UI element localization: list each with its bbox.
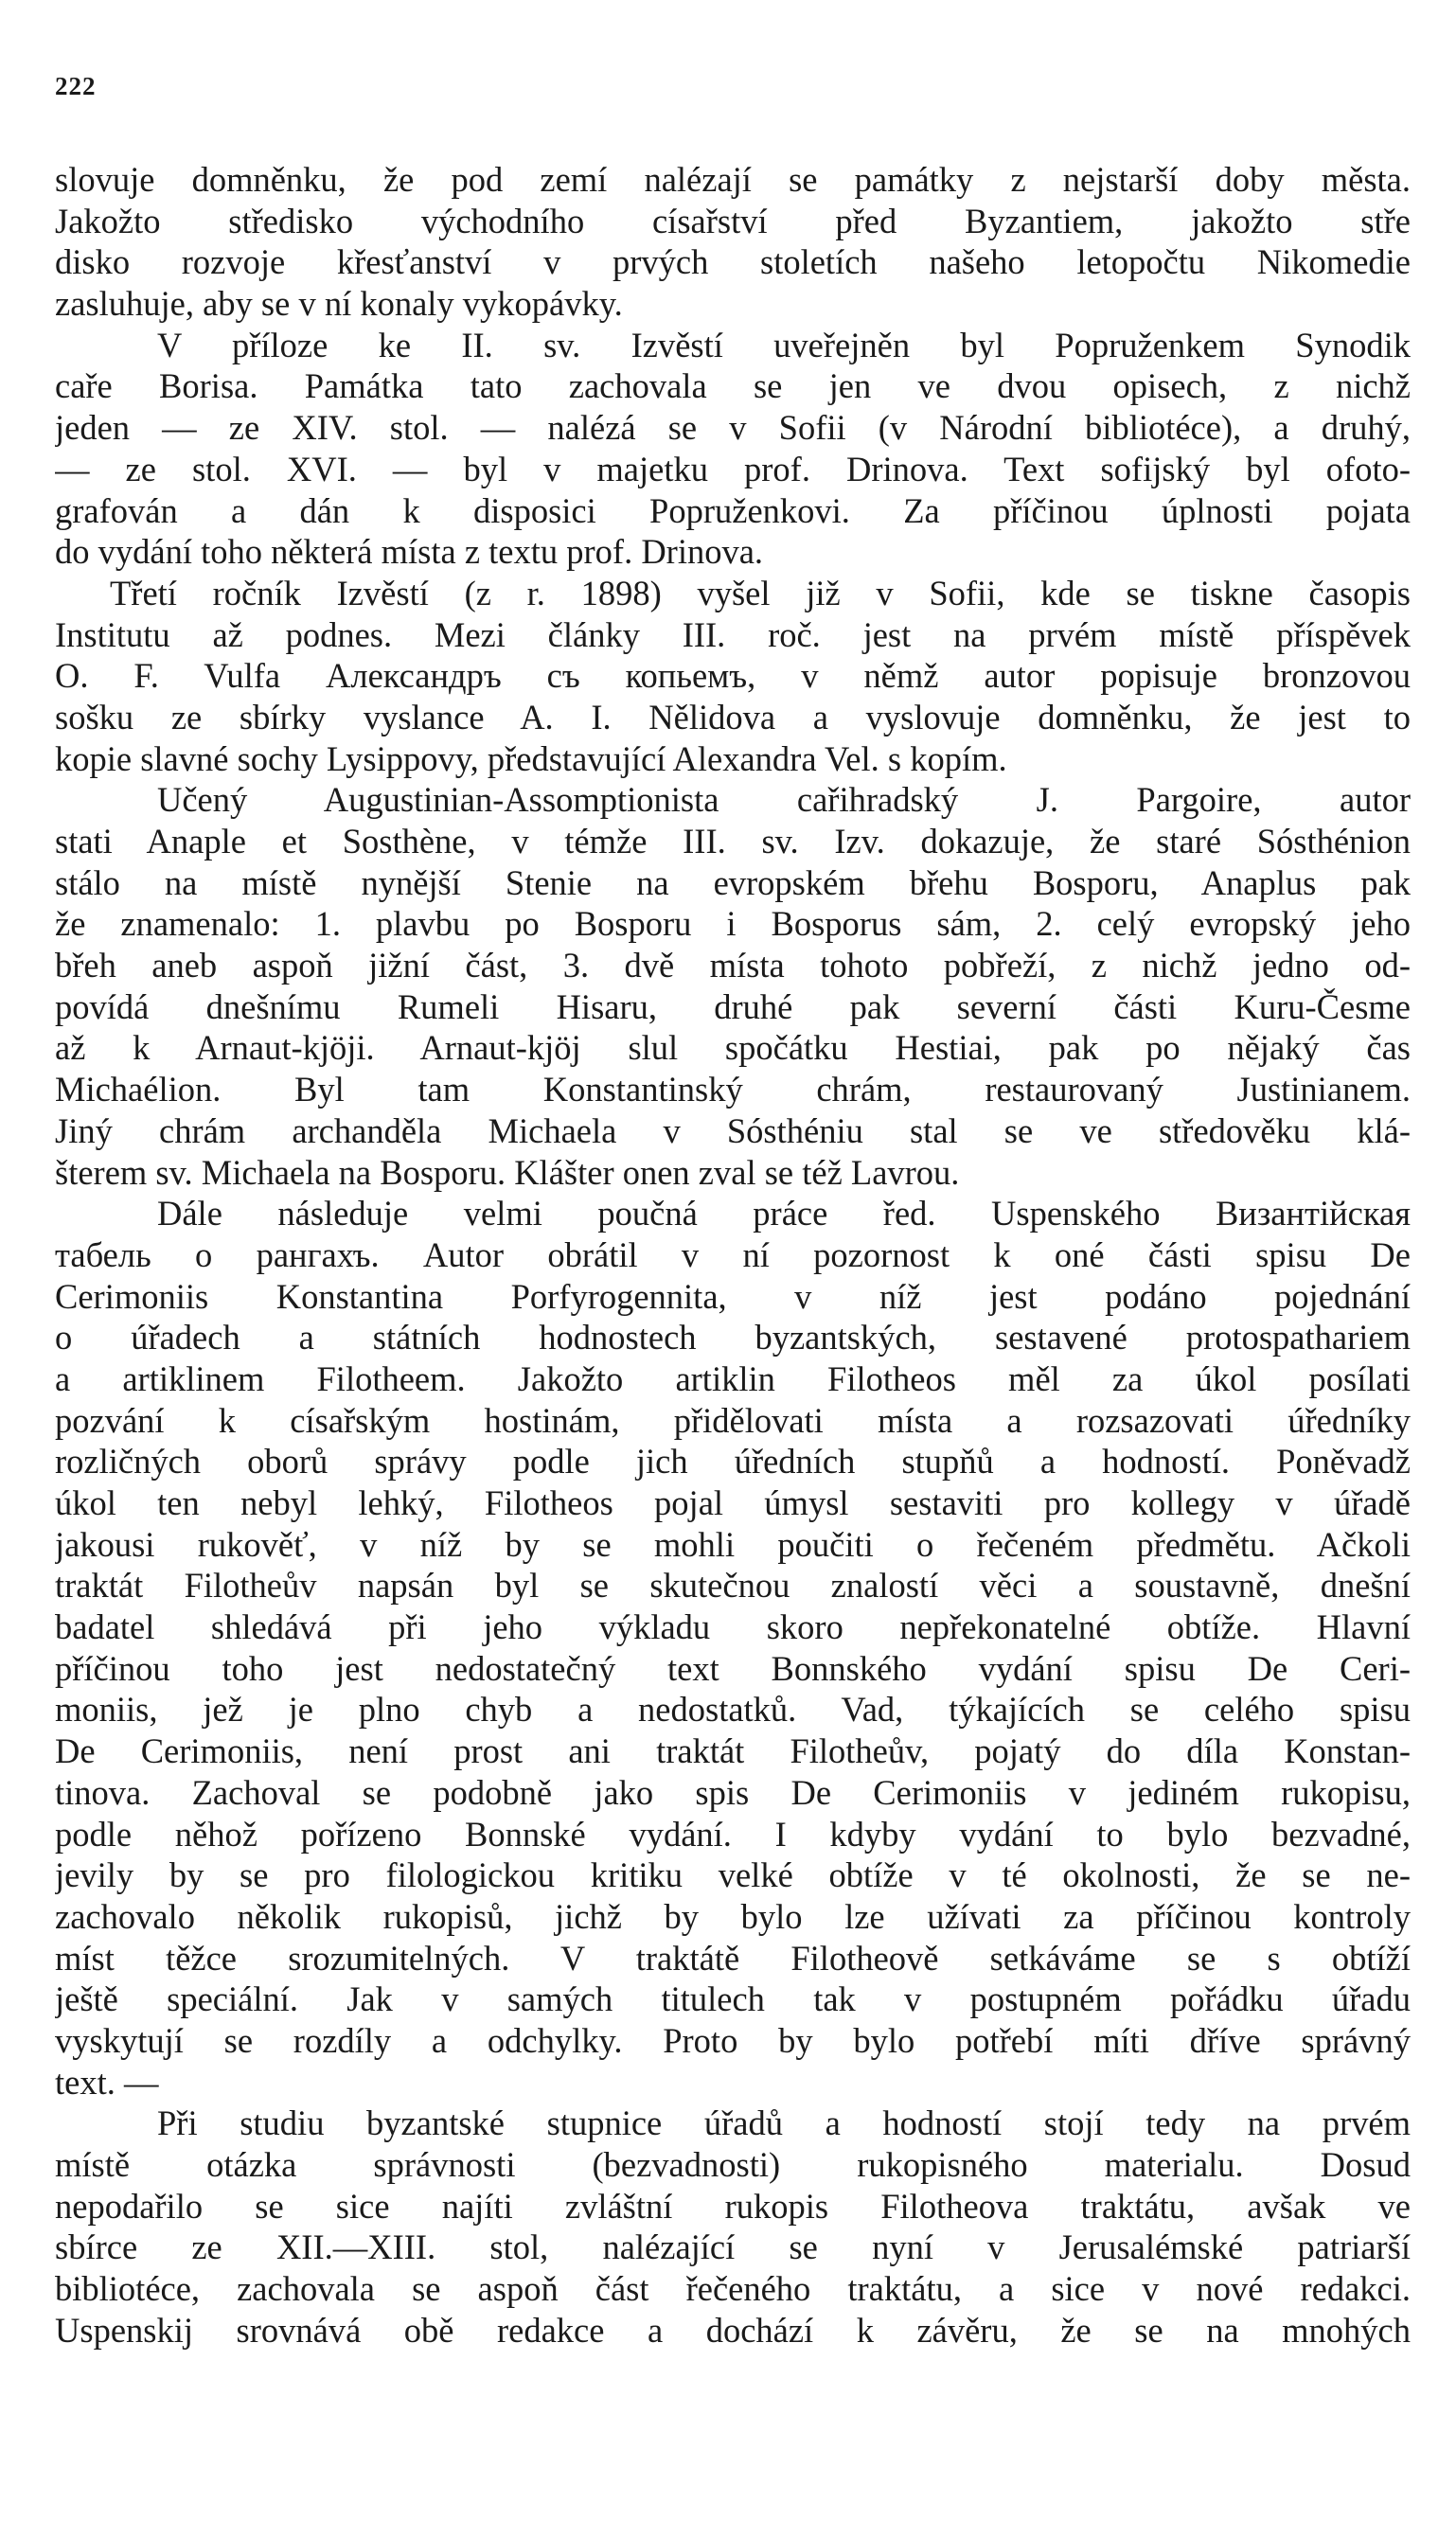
text-line: stati Anaple et Sosthène, v témže III. sv. Izv. dokazuje, že staré Sósthénion	[55, 822, 1411, 861]
text-line: Dále následuje velmi poučná práce řed. Uspenského Византійская	[157, 1194, 1411, 1234]
text-line: traktát Filotheův napsán byl se skutečnou znalostí věci a soustavně, dnešní	[55, 1566, 1411, 1606]
text-line: až k Arnaut-kjöji. Arnaut-kjöj slul spočátku Hestiai, pak po nějaký čas	[55, 1028, 1411, 1068]
text-line: jevily by se pro filologickou kritiku velké obtíže v té okolnosti, že se ne-	[55, 1855, 1411, 1895]
text-line: břeh aneb aspoň jižní část, 3. dvě místa tohoto pobřeží, z nichž jedno od-	[55, 946, 1411, 985]
text-line: grafován a dán k disposici Popruženkovi. Za příčinou úplnosti pojata	[55, 490, 1411, 530]
text-line: šterem sv. Michaela na Bosporu. Klášter onen zval se též Lavrou.	[55, 1152, 960, 1192]
page-number: 222	[55, 72, 97, 100]
text-line: a artiklinem Filotheem. Jakožto artiklin Filotheos měl za úkol posílati	[55, 1358, 1411, 1398]
text-line: že znamenalo: 1. plavbu po Bosporu i Bosporus sám, 2. celý evropský jeho	[55, 904, 1411, 944]
text-line: badatel shledává při jeho výkladu skoro nepřekonatelné obtíže. Hlavní	[55, 1607, 1411, 1647]
text-line: Jiný chrám archanděla Michaela v Sósthéniu stal se ve středověku klá-	[55, 1110, 1411, 1150]
text-line: Třetí ročník Izvěstí (z r. 1898) vyšel již v Sofii, kde se tiskne časopis	[110, 573, 1411, 612]
text-line: табель о рангахъ. Autor obrátil v ní pozornost k oné části spisu De	[55, 1234, 1411, 1274]
text-line: bibliotéce, zachovala se aspoň část řečeného traktátu, a sice v nové redakci.	[55, 2269, 1411, 2309]
text-line: místě otázka správnosti (bezvadnosti) rukopisného materialu. Dosud	[55, 2145, 1411, 2184]
text-line: pozvání k císařským hostinám, přidělovati místa a rozsazovati úředníky	[55, 1400, 1411, 1440]
text-line: text. —	[55, 2062, 159, 2102]
text-line: ještě speciální. Jak v samých titulech tak v postupném pořádku úřadu	[55, 1979, 1411, 2019]
text-line: o úřadech a státních hodnostech byzantských, sestavené protospathariem	[55, 1318, 1411, 1358]
text-line: Institutu až podnes. Mezi články III. roč. jest na prvém místě příspěvek	[55, 614, 1411, 654]
text-line: stálo na místě nynější Stenie na evropském břehu Bosporu, Anaplus pak	[55, 862, 1411, 902]
text-line: jakousi rukověť, v níž by se mohli poučiti o řečeném předmětu. Ačkoli	[55, 1524, 1411, 1564]
text-line: disko rozvoje křesťanství v prvých stoletích našeho letopočtu Nikomedie	[55, 242, 1411, 282]
text-line: Učený Augustinian-Assomptionista cařihradský J. Pargoire, autor	[157, 780, 1411, 820]
text-line: jeden — ze XIV. stol. — nalézá se v Sofii (v Národní bibliotéce), a druhý,	[55, 408, 1411, 448]
text-line: caře Borisa. Památka tato zachovala se jen ve dvou opisech, z nichž	[55, 366, 1411, 406]
text-line: slovuje domněnku, že pod zemí nalézají se památky z nejstarší doby města.	[55, 160, 1411, 199]
text-line: De Cerimoniis, není prost ani traktát Filotheův, pojatý do díla Konstan-	[55, 1731, 1411, 1771]
text-line: Uspenskij srovnává obě redakce a dochází k závěru, že se na mnohých	[55, 2310, 1411, 2350]
text-line: povídá dnešnímu Rumeli Hisaru, druhé pak severní části Kuru-Česme	[55, 986, 1411, 1026]
text-line: příčinou toho jest nedostatečný text Bonnského vydání spisu De Ceri-	[55, 1648, 1411, 1688]
text-line: moniis, jež je plno chyb a nedostatků. Vad, týkajících se celého spisu	[55, 1690, 1411, 1730]
text-line: kopie slavné sochy Lysippovy, představující Alexandra Vel. s kopím.	[55, 738, 1007, 778]
text-line: sbírce ze XII.—XIII. stol, nalézající se nyní v Jerusalémské patriarší	[55, 2227, 1411, 2267]
text-line: — ze stol. XVI. — byl v majetku prof. Drinova. Text sofijský byl ofoto-	[55, 449, 1411, 488]
body-text	[55, 159, 1411, 2351]
text-line: míst těžce srozumitelných. V traktátě Filotheově setkáváme se s obtíží	[55, 1938, 1411, 1978]
text-line: do vydání toho některá místa z textu prof. Drinova.	[55, 532, 764, 572]
text-line: tinova. Zachoval se podobně jako spis De Cerimoniis v jediném rukopisu,	[55, 1772, 1411, 1812]
text-line: sošku ze sbírky vyslance A. I. Nělidova a vyslovuje domněnku, že jest to	[55, 697, 1411, 737]
text-line: Jakožto středisko východního císařství před Byzantiem, jakožto stře	[55, 201, 1411, 240]
text-line: rozličných oborů správy podle jich úředních stupňů a hodností. Poněvadž	[55, 1442, 1411, 1482]
text-line: Při studiu byzantské stupnice úřadů a hodností stojí tedy na prvém	[157, 2103, 1411, 2143]
text-line: V příloze ke II. sv. Izvěstí uveřejněn byl Popruženkem Synodik	[157, 325, 1411, 364]
text-line: Michaélion. Byl tam Konstantinský chrám, restaurovaný Justinianem.	[55, 1070, 1411, 1109]
text-line: úkol ten nebyl lehký, Filotheos pojal úmysl sestaviti pro kollegy v úřadě	[55, 1483, 1411, 1522]
text-line: vyskytují se rozdíly a odchylky. Proto by bylo potřebí míti dříve správný	[55, 2020, 1411, 2060]
text-line: zachovalo několik rukopisů, jichž by bylo lze užívati za příčinou kontroly	[55, 1896, 1411, 1936]
text-line: nepodařilo se sice najíti zvláštní rukopis Filotheova traktátu, avšak ve	[55, 2186, 1411, 2226]
text-line: O. F. Vulfa Александръ съ копьемъ, v němž autor popisuje bronzovou	[55, 656, 1411, 696]
text-line: zasluhuje, aby se v ní konaly vykopávky.	[55, 284, 623, 324]
text-line: Cerimoniis Konstantina Porfyrogennita, v níž jest podáno pojednání	[55, 1276, 1411, 1316]
text-line: podle něhož pořízeno Bonnské vydání. I kdyby vydání to bylo bezvadné,	[55, 1814, 1411, 1854]
